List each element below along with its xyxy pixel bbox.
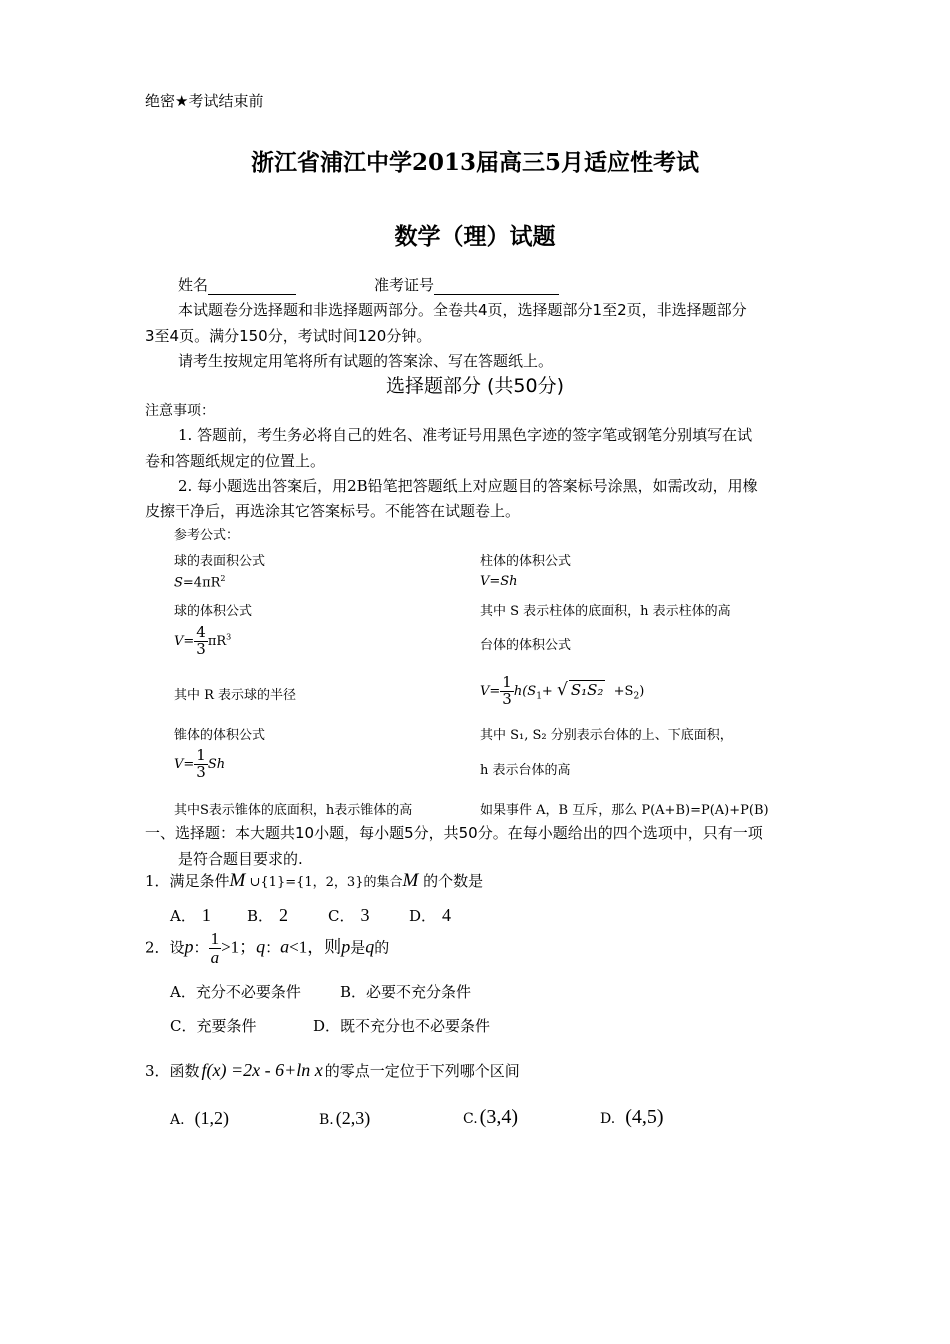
- probability-note: 如果事件 A，B 互斥，那么 P(A+B)=P(A)+P(B): [480, 803, 769, 818]
- confidential-label: 绝密★考试结束前: [145, 92, 264, 110]
- intro-line-3: 请考生按规定用笔将所有试题的答案涂、写在答题纸上。: [178, 352, 554, 370]
- name-blank: [208, 276, 296, 295]
- intro-line-1: 本试题卷分选择题和非选择题两部分。全卷共4页，选择题部分1至2页，非选择题部分: [178, 301, 747, 319]
- note-1-line-1: 1. 答题前，考生务必将自己的姓名、准考证号用黑色字迹的签字笔或钢笔分别填写在试: [178, 426, 753, 444]
- q1-option-d: D． 4: [409, 905, 452, 925]
- prism-note: 其中 S 表示柱体的底面积，h 表示柱体的高: [480, 604, 731, 619]
- exam-id-blank: [434, 276, 559, 295]
- cone-label: 锥体的体积公式: [174, 728, 266, 743]
- sqrt-symbol: √: [556, 679, 568, 700]
- section-title: 选择题部分 (共50分): [385, 375, 565, 397]
- q3-option-b: B. (2,3): [319, 1108, 371, 1128]
- exam-id-field: 准考证号: [374, 274, 559, 295]
- formulas-heading: 参考公式：: [174, 528, 240, 543]
- note-1-line-2: 卷和答题纸规定的位置上。: [145, 452, 326, 470]
- frustum-note: 其中 S₁, S₂ 分别表示台体的上、下底面积，: [480, 728, 733, 743]
- question-2: 2．设p： $\frac{1}{a}$ >1；q：a<1，则p是q的: [145, 929, 390, 967]
- exam-title: 浙江省浦江中学2013届高三5月适应性考试: [250, 149, 700, 176]
- sphere-volume-label: 球的体积公式: [174, 604, 253, 619]
- fraction-4-3: $\frac{4}{3}$: [196, 623, 206, 658]
- question-1: 1．满足条件M ∪{1}={1，2，3}的集合M 的个数是: [145, 870, 484, 891]
- note-2-line-1: 2. 每小题选出答案后，用2B铅笔把答题纸上对应题目的答案标号涂黑，如需改动，用橡: [178, 477, 758, 495]
- part1-heading-line-2: 是符合题目要求的.: [178, 850, 303, 868]
- sqrt-content: S₁S₂: [570, 680, 604, 699]
- q1-option-a: A． 1: [170, 905, 211, 925]
- fraction-1-3-frustum: $\frac{1}{3}$: [502, 673, 512, 708]
- q2-option-a: A．充分不必要条件: [170, 983, 301, 1001]
- name-field: 姓名: [178, 274, 296, 295]
- sphere-volume-formula: V= $\frac{4}{3}$ $\pi R^3$: [174, 623, 232, 658]
- q1-option-b: B． 2: [247, 905, 289, 925]
- part1-heading-line-1: 一、选择题：本大题共10小题，每小题5分，共50分。在每小题给出的四个选项中，只有一项: [145, 824, 763, 842]
- frustum-formula: V= $\frac{1}{3}$ $h(S_1+$ √ $S_1S_2 +S_2$): [480, 673, 645, 708]
- note-2-line-2: 皮擦干净后，再选涂其它答案标号。不能答在试题卷上。: [145, 502, 521, 520]
- q2-option-d: D．既不充分也不必要条件: [313, 1017, 491, 1035]
- frustum-note-2: h 表示台体的高: [480, 763, 571, 778]
- exam-subtitle: 数学（理）试题: [394, 223, 556, 250]
- q3-option-c: C. (3,4): [463, 1106, 518, 1128]
- q2-option-c: C．充要条件: [170, 1017, 257, 1035]
- q3-option-d: D. (4,5): [600, 1106, 664, 1128]
- q1-option-c: C． 3: [328, 905, 370, 925]
- notes-heading: 注意事项：: [145, 403, 215, 419]
- question-3: 3．函数 f(x) =2x - 6+ln x 的零点一定位于下列哪个区间: [145, 1060, 520, 1080]
- cone-note: 其中S表示锥体的底面积，h表示锥体的高: [174, 803, 413, 818]
- q2-option-b: B．必要不充分条件: [340, 983, 472, 1001]
- fraction-1-3: $\frac{1}{3}$: [196, 746, 206, 781]
- sphere-area-label: 球的表面积公式: [174, 554, 266, 569]
- intro-line-2: 3至4页。满分150分，考试时间120分钟。: [145, 327, 432, 345]
- prism-label: 柱体的体积公式: [480, 554, 572, 569]
- frustum-label: 台体的体积公式: [480, 638, 572, 653]
- fraction-1-over-a: $\frac{1}{a}$: [210, 929, 220, 967]
- cone-formula: V= $\frac{1}{3}$ Sh: [174, 746, 226, 781]
- sphere-radius-note: 其中 R 表示球的半径: [174, 688, 297, 703]
- prism-formula: V=Sh: [480, 574, 518, 589]
- q3-option-a: A. (1,2): [170, 1108, 230, 1128]
- sphere-area-formula: $S=4\pi R^2$: [174, 574, 226, 591]
